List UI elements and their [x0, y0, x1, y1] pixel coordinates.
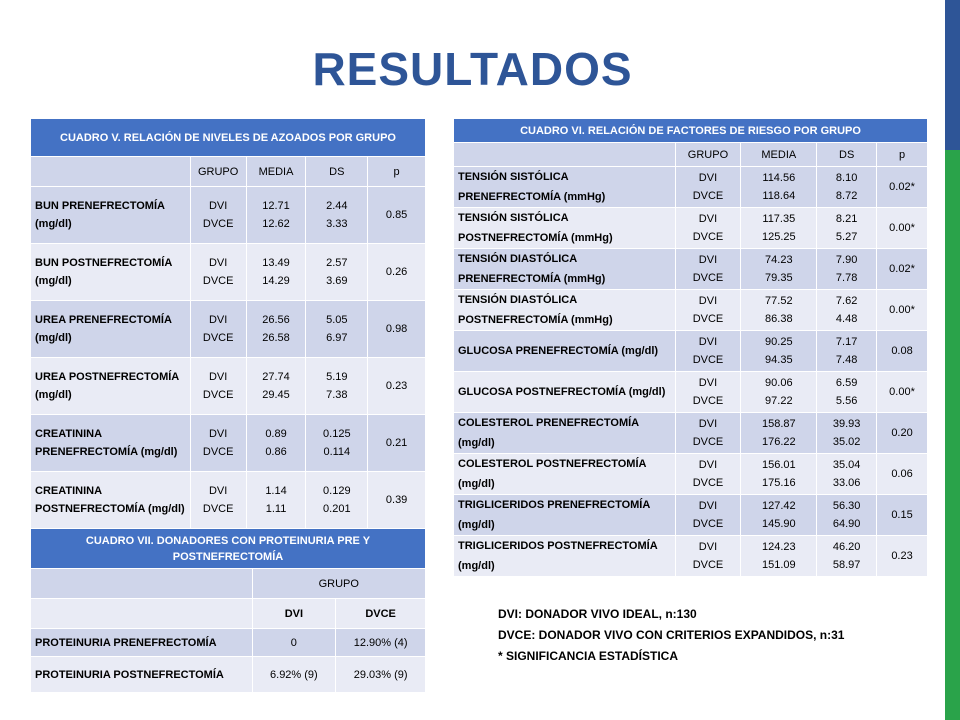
- cell-ds: 8.21 5.27: [817, 208, 877, 249]
- cell-media: 124.23 151.09: [741, 536, 817, 577]
- cell-grupo: DVI DVCE: [190, 187, 246, 244]
- header-cell: p: [877, 143, 928, 167]
- cell-p: 0.00*: [877, 290, 928, 331]
- cell-grupo: DVI DVCE: [190, 358, 246, 415]
- accent-bar-blue: [945, 0, 960, 150]
- cell-ds: 6.59 5.56: [817, 372, 877, 413]
- table-row: [31, 657, 426, 693]
- cell-grupo: DVI DVCE: [675, 331, 741, 372]
- cell-media: 127.42 145.90: [741, 495, 817, 536]
- cell-grupo: DVI DVCE: [675, 249, 741, 290]
- cell-ds: 2.57 3.69: [306, 244, 368, 301]
- cell-ds: 39.93 35.02: [817, 413, 877, 454]
- row-label: UREA PRENEFRECTOMÍA (mg/dl): [31, 301, 191, 358]
- cell-grupo: DVI DVCE: [190, 301, 246, 358]
- row-label: PROTEINURIA POSTNEFRECTOMÍA: [31, 657, 253, 693]
- table-row: [454, 495, 928, 536]
- cell-grupo: DVI DVCE: [190, 244, 246, 301]
- row-label: TRIGLICERIDOS POSTNEFRECTOMÍA (mg/dl): [454, 536, 676, 577]
- cell-ds: 0.129 0.201: [306, 472, 368, 529]
- table-caption: CUADRO VII. DONADORES CON PROTEINURIA PRE Y POSTNEFRECTOMÍA: [31, 529, 426, 569]
- row-label: TENSIÓN DIASTÓLICA PRENEFRECTOMÍA (mmHg): [454, 249, 676, 290]
- cell-ds: 7.17 7.48: [817, 331, 877, 372]
- table-azoados: [30, 118, 426, 529]
- cell-media: 77.52 86.38: [741, 290, 817, 331]
- row-label: COLESTEROL PRENEFRECTOMÍA (mg/dl): [454, 413, 676, 454]
- cell-media: 117.35 125.25: [741, 208, 817, 249]
- header-cell: MEDIA: [741, 143, 817, 167]
- cell-dvi: 6.92% (9): [252, 657, 336, 693]
- cell-ds: 5.19 7.38: [306, 358, 368, 415]
- cell-grupo: DVI DVCE: [675, 167, 741, 208]
- table-row: [31, 629, 426, 657]
- cell-media: 156.01 175.16: [741, 454, 817, 495]
- table-caption: CUADRO V. RELACIÓN DE NIVELES DE AZOADOS POR GRUPO: [31, 119, 426, 157]
- row-label: TENSIÓN DIASTÓLICA POSTNEFRECTOMÍA (mmHg): [454, 290, 676, 331]
- cell-p: 0.26: [368, 244, 426, 301]
- cell-ds: 0.125 0.114: [306, 415, 368, 472]
- row-label: GLUCOSA PRENEFRECTOMÍA (mg/dl): [454, 331, 676, 372]
- table-row: [454, 290, 928, 331]
- row-label: CREATININA POSTNEFRECTOMÍA (mg/dl): [31, 472, 191, 529]
- header-cell: DVI: [252, 599, 336, 629]
- row-label: PROTEINURIA PRENEFRECTOMÍA: [31, 629, 253, 657]
- cell-ds: 7.90 7.78: [817, 249, 877, 290]
- footnotes: [498, 604, 844, 667]
- table-header-row: [31, 157, 426, 187]
- row-label: BUN PRENEFRECTOMÍA (mg/dl): [31, 187, 191, 244]
- table-row: [454, 331, 928, 372]
- group-header-cell: GRUPO: [252, 569, 426, 599]
- cell-p: 0.08: [877, 331, 928, 372]
- cell-grupo: DVI DVCE: [675, 290, 741, 331]
- cell-media: 26.56 26.58: [246, 301, 306, 358]
- table-row: [454, 413, 928, 454]
- table-header-row: [31, 599, 426, 629]
- slide-title: RESULTADOS: [312, 43, 633, 95]
- cell-p: 0.02*: [877, 167, 928, 208]
- table-row: [454, 208, 928, 249]
- cell-media: 74.23 79.35: [741, 249, 817, 290]
- cell-media: 13.49 14.29: [246, 244, 306, 301]
- cell-p: 0.02*: [877, 249, 928, 290]
- cell-media: 90.06 97.22: [741, 372, 817, 413]
- cell-ds: 35.04 33.06: [817, 454, 877, 495]
- footnote: * SIGNIFICANCIA ESTADÍSTICA: [498, 649, 679, 663]
- header-cell: MEDIA: [246, 157, 306, 187]
- table-row: [454, 249, 928, 290]
- row-label: GLUCOSA POSTNEFRECTOMÍA (mg/dl): [454, 372, 676, 413]
- table-row: [454, 372, 928, 413]
- header-cell: GRUPO: [190, 157, 246, 187]
- header-cell: p: [368, 157, 426, 187]
- header-cell: DVCE: [336, 599, 426, 629]
- row-label: TENSIÓN SISTÓLICA POSTNEFRECTOMÍA (mmHg): [454, 208, 676, 249]
- cell-ds: 46.20 58.97: [817, 536, 877, 577]
- cell-p: 0.00*: [877, 208, 928, 249]
- row-label: BUN POSTNEFRECTOMÍA (mg/dl): [31, 244, 191, 301]
- cell-media: 158.87 176.22: [741, 413, 817, 454]
- table-caption: CUADRO VI. RELACIÓN DE FACTORES DE RIESGO POR GRUPO: [454, 119, 928, 143]
- header-cell: GRUPO: [675, 143, 741, 167]
- cell-p: 0.00*: [877, 372, 928, 413]
- cell-media: 27.74 29.45: [246, 358, 306, 415]
- cell-dvce: 29.03% (9): [336, 657, 426, 693]
- cell-p: 0.15: [877, 495, 928, 536]
- row-label: TRIGLICERIDOS PRENEFRECTOMÍA (mg/dl): [454, 495, 676, 536]
- cell-grupo: DVI DVCE: [675, 454, 741, 495]
- cell-p: 0.21: [368, 415, 426, 472]
- cell-p: 0.98: [368, 301, 426, 358]
- cell-dvi: 0: [252, 629, 336, 657]
- table-row: [31, 244, 426, 301]
- cell-media: 0.89 0.86: [246, 415, 306, 472]
- cell-media: 12.71 12.62: [246, 187, 306, 244]
- table-group-header-row: [31, 569, 426, 599]
- footnote: DVI: DONADOR VIVO IDEAL, n:130: [498, 607, 697, 621]
- header-cell: DS: [306, 157, 368, 187]
- accent-bar-green: [945, 150, 960, 720]
- table-row: [454, 167, 928, 208]
- cell-grupo: DVI DVCE: [675, 372, 741, 413]
- cell-media: 90.25 94.35: [741, 331, 817, 372]
- cell-ds: 5.05 6.97: [306, 301, 368, 358]
- cell-p: 0.20: [877, 413, 928, 454]
- cell-media: 114.56 118.64: [741, 167, 817, 208]
- table-proteinuria: [30, 528, 426, 693]
- table-row: [31, 301, 426, 358]
- cell-p: 0.23: [877, 536, 928, 577]
- cell-p: 0.85: [368, 187, 426, 244]
- row-label: CREATININA PRENEFRECTOMÍA (mg/dl): [31, 415, 191, 472]
- footnote: DVCE: DONADOR VIVO CON CRITERIOS EXPANDIDOS, n:31: [498, 628, 845, 642]
- table-row: [454, 454, 928, 495]
- cell-ds: 2.44 3.33: [306, 187, 368, 244]
- table-row: [31, 187, 426, 244]
- header-cell: DS: [817, 143, 877, 167]
- row-label: COLESTEROL POSTNEFRECTOMÍA (mg/dl): [454, 454, 676, 495]
- cell-grupo: DVI DVCE: [675, 413, 741, 454]
- cell-ds: 56.30 64.90: [817, 495, 877, 536]
- cell-media: 1.14 1.11: [246, 472, 306, 529]
- row-label: TENSIÓN SISTÓLICA PRENEFRECTOMÍA (mmHg): [454, 167, 676, 208]
- cell-p: 0.39: [368, 472, 426, 529]
- table-row: [31, 358, 426, 415]
- cell-ds: 7.62 4.48: [817, 290, 877, 331]
- cell-grupo: DVI DVCE: [190, 472, 246, 529]
- cell-p: 0.06: [877, 454, 928, 495]
- cell-dvce: 12.90% (4): [336, 629, 426, 657]
- table-factores-riesgo: [453, 118, 928, 577]
- row-label: UREA POSTNEFRECTOMÍA (mg/dl): [31, 358, 191, 415]
- cell-grupo: DVI DVCE: [675, 495, 741, 536]
- table-header-row: [454, 143, 928, 167]
- cell-ds: 8.10 8.72: [817, 167, 877, 208]
- cell-grupo: DVI DVCE: [675, 536, 741, 577]
- table-row: [31, 415, 426, 472]
- table-row: [31, 472, 426, 529]
- cell-grupo: DVI DVCE: [190, 415, 246, 472]
- cell-p: 0.23: [368, 358, 426, 415]
- cell-grupo: DVI DVCE: [675, 208, 741, 249]
- table-row: [454, 536, 928, 577]
